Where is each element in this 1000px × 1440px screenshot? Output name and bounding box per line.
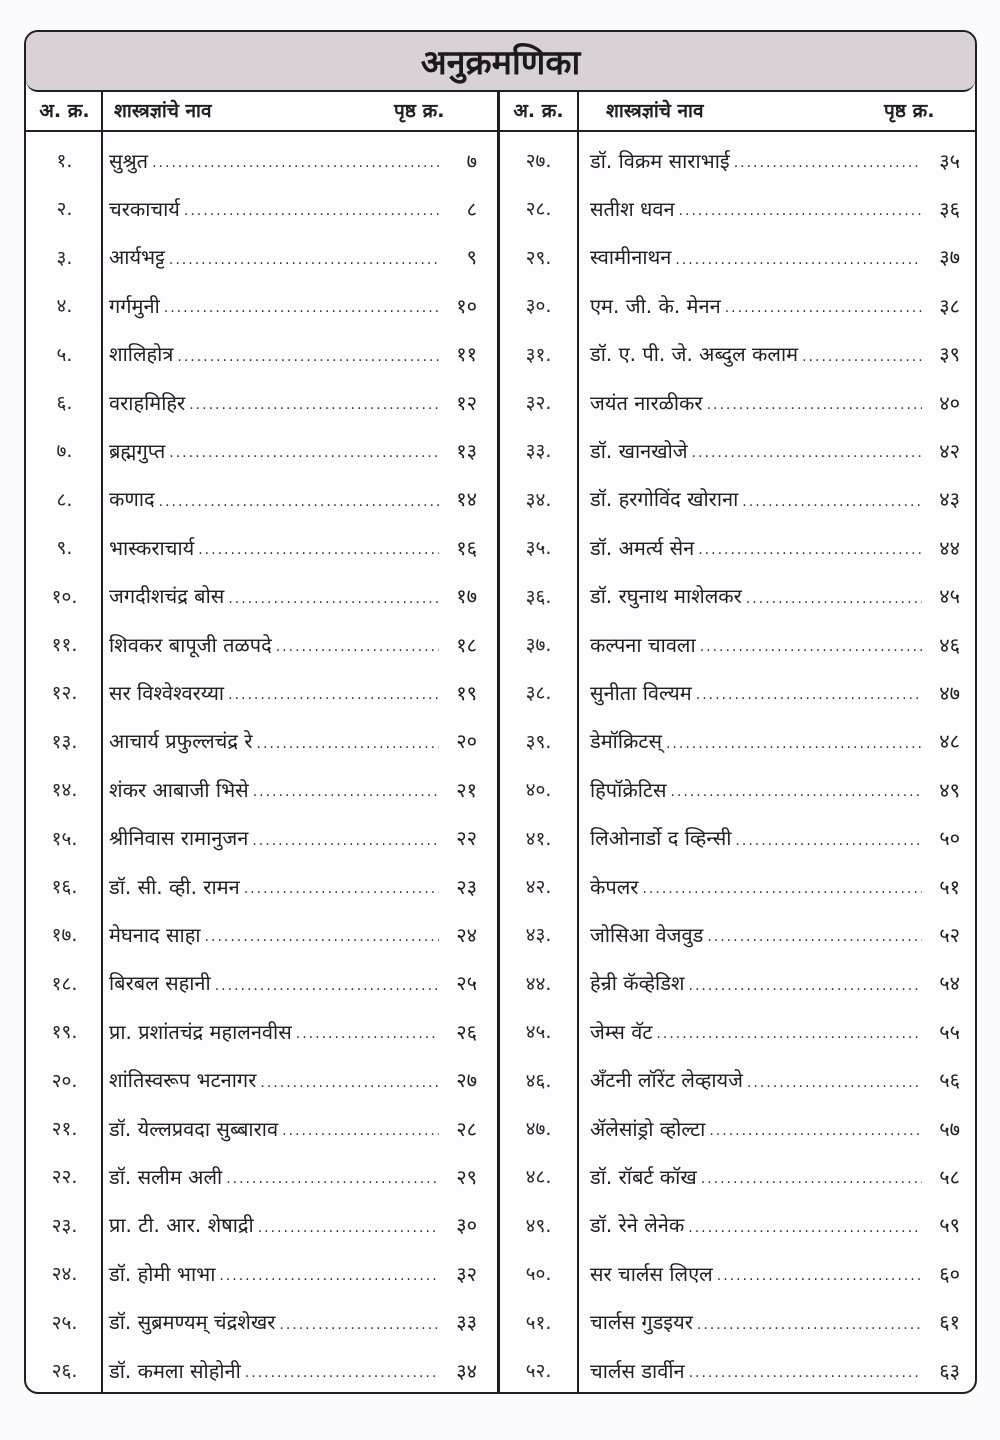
index-entry (109, 818, 477, 858)
entry-serial: १८. (51, 972, 78, 995)
entry-serial: १७. (51, 924, 78, 947)
page-number: २० (456, 729, 477, 754)
entry-serial: २०. (51, 1069, 78, 1092)
entry-serial: ४७. (525, 1118, 552, 1140)
entry-serial: ३५. (525, 537, 552, 560)
index-entry (590, 1060, 960, 1100)
index-entry (590, 237, 960, 277)
entry-serial: १५. (51, 827, 78, 850)
page-number: ३६ (939, 196, 960, 221)
scientist-name: डेमॉक्रिटस् (590, 729, 662, 754)
scientist-name: डॉ. रघुनाथ माशेलकर (590, 584, 742, 609)
index-entry (109, 527, 477, 567)
entry-serial: ३३. (525, 440, 552, 463)
leader-dots (169, 252, 439, 268)
page-number: ५६ (939, 1068, 960, 1093)
leader-dots (177, 349, 439, 365)
index-entry (590, 1205, 960, 1245)
leader-dots (734, 155, 922, 171)
scientist-name: केपलर (590, 874, 639, 899)
page-number: १३ (456, 438, 477, 463)
index-entry (590, 576, 960, 616)
leader-dots (244, 881, 439, 897)
scientist-name: अँटनी लॉरेंट लेव्हायजे (590, 1068, 743, 1093)
scientist-name: सर चार्लस लिएल (590, 1261, 713, 1286)
index-entry (590, 769, 960, 809)
scientist-name: डॉ. अमर्त्य सेन (590, 535, 695, 560)
index-entry (590, 1302, 960, 1342)
index-entry (590, 430, 960, 470)
page-number: ११ (456, 342, 477, 367)
page-number: ३५ (939, 148, 960, 173)
index-entry (590, 672, 960, 712)
leader-dots (802, 349, 922, 365)
page-number: ४५ (939, 584, 960, 609)
index-entry (109, 285, 477, 325)
entry-serial: १६. (51, 876, 78, 898)
leader-dots (675, 252, 922, 268)
index-entry (109, 188, 477, 228)
page-number: ४३ (939, 487, 960, 512)
leader-dots (228, 591, 439, 607)
scientist-name: शिवकर बापूजी तळपदे (109, 632, 272, 657)
page-number: ५५ (939, 1019, 960, 1044)
page-number: २८ (456, 1116, 477, 1141)
scientist-name: डॉ. कमला सोहोनी (109, 1358, 241, 1383)
entry-serial: २९. (525, 246, 552, 269)
page-number: १९ (456, 680, 477, 705)
title-band (26, 32, 975, 92)
page-number: १७ (456, 584, 477, 609)
leader-dots (164, 300, 439, 316)
leader-dots (670, 784, 922, 800)
header-name-left: शास्त्रज्ञांचे नाव (114, 100, 212, 122)
scientist-name: सतीश धवन (590, 196, 675, 221)
header-page-left: पृष्ठ क्र. (394, 100, 445, 122)
leader-dots (257, 736, 439, 752)
entry-serial: ४९. (525, 1214, 552, 1237)
scientist-name: जेम्स वॅट (590, 1019, 653, 1044)
page-number: ४७ (939, 680, 960, 705)
page-number: ५१ (939, 874, 960, 899)
index-entry (109, 382, 477, 422)
leader-dots (252, 833, 439, 849)
entry-serial: ४२. (525, 876, 552, 898)
leader-dots (215, 978, 439, 994)
entry-serial: ५. (56, 343, 73, 366)
index-entry (109, 237, 477, 277)
scientist-name: चार्लस डार्वीन (590, 1358, 685, 1383)
header-page-right: पृष्ठ क्र. (884, 100, 935, 122)
leader-dots (226, 1171, 439, 1187)
entry-serial: ३८. (525, 682, 552, 705)
entry-serial: ३७. (525, 634, 552, 656)
index-entry (109, 769, 477, 809)
leader-dots (253, 784, 439, 800)
header-serial-left: अ. क्र. (39, 100, 90, 122)
index-entry (590, 334, 960, 374)
entry-serial: ४८. (525, 1166, 552, 1189)
index-entry (109, 140, 477, 180)
index-entry (109, 430, 477, 470)
leader-dots (666, 736, 922, 752)
page-number: २२ (456, 826, 477, 851)
entry-serial: १३. (51, 730, 78, 753)
page-number: ५८ (939, 1164, 960, 1189)
index-entry (590, 818, 960, 858)
scientist-name: मेघनाद साहा (109, 922, 201, 947)
index-entry (109, 1156, 477, 1196)
index-entry (109, 576, 477, 616)
leader-dots (296, 1026, 439, 1042)
header-name-right: शास्त्रज्ञांचे नाव (606, 100, 704, 122)
index-entry (109, 721, 477, 761)
scientist-name: बिरबल सहानी (109, 971, 211, 996)
scientist-name: सुनीता विल्यम (590, 680, 692, 705)
index-entry (590, 1350, 960, 1390)
index-entry (109, 914, 477, 954)
leader-dots (707, 397, 922, 413)
leader-dots (219, 1268, 439, 1284)
index-entry (109, 866, 477, 906)
entry-serial: ३२. (525, 392, 552, 414)
page-number: १० (456, 293, 477, 318)
leader-dots (159, 494, 439, 510)
entry-serial: १२. (51, 682, 78, 705)
entry-serial: २८. (525, 198, 552, 221)
leader-dots (725, 300, 922, 316)
leader-dots (169, 445, 439, 461)
entry-serial: ३०. (525, 295, 552, 318)
leader-dots (152, 155, 439, 171)
leader-dots (717, 1268, 922, 1284)
leader-dots (245, 1365, 439, 1381)
scientist-name: वराहमिहिर (109, 390, 186, 415)
page-number: २९ (456, 1164, 477, 1189)
page-number: ३९ (939, 342, 960, 367)
entry-serial: ४. (56, 295, 73, 318)
page-number: २१ (456, 777, 477, 802)
index-entry (109, 1302, 477, 1342)
page-number: ६३ (939, 1358, 960, 1383)
scientist-name: शंकर आबाजी भिसे (109, 777, 249, 802)
scientist-name: डॉ. रेने लेनेक (590, 1213, 685, 1238)
page-number: ५० (939, 826, 960, 851)
scientist-name: कणाद (109, 487, 155, 512)
page-number: १६ (456, 535, 477, 560)
index-entry (109, 624, 477, 664)
index-entry (590, 1108, 960, 1148)
leader-dots (189, 397, 439, 413)
leader-dots (692, 445, 922, 461)
leader-dots (742, 494, 922, 510)
entry-serial: ६. (56, 392, 73, 414)
leader-dots (747, 1075, 922, 1091)
entry-serial: ४५. (525, 1021, 552, 1044)
leader-dots (697, 1317, 922, 1333)
page-number: ५७ (939, 1116, 960, 1141)
page-number: १२ (456, 390, 477, 415)
entry-serial: ९. (56, 537, 73, 560)
leader-dots (698, 542, 922, 558)
leader-dots (707, 929, 922, 945)
scientist-name: गर्गमुनी (109, 293, 160, 318)
scientist-name: ब्रह्मगुप्त (109, 438, 166, 463)
page-number: २६ (456, 1019, 477, 1044)
entry-serial: ५२. (525, 1360, 552, 1382)
page-title: अनुक्रमणिका (420, 43, 581, 83)
page-number: २४ (456, 922, 477, 947)
scientist-name: हेन्री कॅव्हेडिश (590, 971, 685, 996)
entry-serial: ३४. (525, 488, 552, 511)
page-number: २५ (456, 971, 477, 996)
index-entry (590, 140, 960, 180)
entry-serial: ८. (56, 488, 73, 511)
scientist-name: आचार्य प्रफुल्लचंद्र रे (109, 729, 253, 754)
leader-dots (205, 929, 439, 945)
entry-serial: २४. (51, 1263, 78, 1286)
scientist-name: प्रा. टी. आर. शेषाद्री (109, 1213, 254, 1238)
leader-dots (709, 1123, 922, 1139)
entry-serial: ४४. (525, 972, 552, 995)
page-number: ४० (939, 390, 960, 415)
entry-serial: २३. (51, 1214, 78, 1237)
page-number: २३ (456, 874, 477, 899)
page-number: ४८ (939, 729, 960, 754)
header-serial-right: अ. क्र. (513, 100, 564, 122)
scientist-name: जोसिआ वेजवुड (590, 922, 704, 947)
scientist-name: डॉ. रॉबर्ट कॉख (590, 1164, 697, 1189)
entry-serial: ७. (56, 440, 73, 463)
leader-dots (656, 1026, 922, 1042)
leader-dots (198, 542, 439, 558)
scientist-name: डॉ. सुब्रमण्यम् चंद्रशेखर (109, 1310, 276, 1335)
page-number: ६१ (939, 1310, 960, 1335)
page-number: ३२ (456, 1261, 477, 1286)
scientist-name: एम. जी. के. मेनन (590, 293, 721, 318)
scientist-name: चरकाचार्य (109, 196, 180, 221)
index-entry (109, 334, 477, 374)
entry-serial: ५०. (525, 1263, 552, 1286)
scientist-name: कल्पना चावला (590, 632, 696, 657)
scientist-name: शालिहोत्र (109, 342, 174, 367)
entry-serial: १४. (51, 779, 78, 802)
entry-serial: १०. (51, 585, 78, 608)
index-entry (590, 914, 960, 954)
index-entry (109, 1108, 477, 1148)
page-number: ४६ (939, 632, 960, 657)
index-entry (590, 721, 960, 761)
index-entry (590, 479, 960, 519)
page-number: ३३ (456, 1310, 477, 1335)
index-entry (109, 672, 477, 712)
page-number: ७ (466, 148, 477, 173)
leader-dots (276, 639, 439, 655)
scientist-name: डॉ. येल्लप्रवदा सुब्बाराव (109, 1116, 279, 1141)
leader-dots (701, 1171, 922, 1187)
page-number: ३४ (456, 1358, 477, 1383)
index-entry (109, 1011, 477, 1051)
scientist-name: सुश्रुत (109, 148, 149, 173)
index-entry (109, 1205, 477, 1245)
page-number: ५२ (939, 922, 960, 947)
leader-dots (260, 1075, 439, 1091)
scientist-name: जगदीशचंद्र बोस (109, 584, 225, 609)
scientist-name: भास्कराचार्य (109, 535, 195, 560)
leader-dots (735, 833, 922, 849)
scientist-name: ॲलेसांड्रो व्होल्टा (590, 1116, 706, 1141)
index-table (24, 30, 977, 1394)
entry-serial: ११. (51, 634, 78, 656)
leader-dots (696, 687, 922, 703)
page-number: १८ (456, 632, 477, 657)
scientist-name: लिओनार्डो द व्हिन्सी (590, 826, 732, 851)
index-entry (590, 963, 960, 1003)
scientist-name: डॉ. खानखोजे (590, 438, 688, 463)
page-number: १४ (456, 487, 477, 512)
divider-right-serial (577, 90, 579, 1392)
entry-serial: ४६. (525, 1069, 552, 1092)
index-entry (590, 866, 960, 906)
index-entry (590, 188, 960, 228)
page-number: ४२ (939, 438, 960, 463)
scientist-name: हिपॉक्रेटिस (590, 777, 667, 802)
leader-dots (279, 1317, 439, 1333)
entry-serial: ३. (56, 246, 73, 269)
leader-dots (689, 1365, 922, 1381)
entry-serial: २७. (525, 150, 552, 172)
page-number: ८ (466, 196, 477, 221)
page-number: ५९ (939, 1213, 960, 1238)
index-entry (590, 1011, 960, 1051)
scientist-name: डॉ. सलीम अली (109, 1164, 223, 1189)
entry-serial: २. (56, 198, 73, 221)
leader-dots (700, 639, 922, 655)
divider-left-serial (101, 90, 103, 1392)
page-number: ४९ (939, 777, 960, 802)
entry-serial: १९. (51, 1021, 78, 1044)
index-entry (109, 1350, 477, 1390)
index-entry (109, 963, 477, 1003)
entry-serial: ३६. (525, 585, 552, 608)
page-number: २७ (456, 1068, 477, 1093)
entry-serial: २६. (51, 1360, 78, 1382)
entry-serial: २१. (51, 1118, 78, 1140)
scientist-name: डॉ. ए. पी. जे. अब्दुल कलाम (590, 342, 799, 367)
scientist-name: डॉ. सी. व्ही. रामन (109, 874, 240, 899)
index-entry (109, 1060, 477, 1100)
leader-dots (282, 1123, 439, 1139)
page-number: ९ (466, 245, 477, 270)
index-entry (590, 1253, 960, 1293)
scientist-name: जयंत नारळीकर (590, 390, 703, 415)
leader-dots (228, 687, 439, 703)
leader-dots (746, 591, 922, 607)
scientist-name: प्रा. प्रशांतचंद्र महालनवीस (109, 1019, 292, 1044)
leader-dots (184, 203, 439, 219)
entry-serial: १. (56, 150, 73, 172)
entry-serial: ४३. (525, 924, 552, 947)
scientist-name: चार्लस गुडइयर (590, 1310, 693, 1335)
index-entry (590, 285, 960, 325)
entry-serial: ५१. (525, 1311, 552, 1334)
index-entry (590, 624, 960, 664)
entry-serial: ३१. (525, 343, 552, 366)
entry-serial: ४०. (525, 779, 552, 802)
scientist-name: शांतिस्वरूप भटनागर (109, 1068, 257, 1093)
scientist-name: डॉ. होमी भाभा (109, 1261, 216, 1286)
scientist-name: स्वामीनाथन (590, 245, 672, 270)
index-entry (109, 479, 477, 519)
leader-dots (689, 978, 923, 994)
index-entry (590, 527, 960, 567)
leader-dots (679, 203, 922, 219)
page-number: ४४ (939, 535, 960, 560)
scientist-name: सर विश्वेश्वरय्या (109, 680, 225, 705)
index-entry (590, 1156, 960, 1196)
entry-serial: २५. (51, 1311, 78, 1334)
entry-serial: ३९. (525, 730, 552, 753)
leader-dots (258, 1220, 439, 1236)
page-number: ५४ (939, 971, 960, 996)
leader-dots (688, 1220, 922, 1236)
index-entry (590, 382, 960, 422)
leader-dots (642, 881, 922, 897)
scientist-name: डॉ. विक्रम साराभाई (590, 148, 730, 173)
page-number: ६० (939, 1261, 960, 1286)
page-number: ३० (456, 1213, 477, 1238)
scientist-name: आर्यभट्ट (109, 245, 165, 270)
scientist-name: श्रीनिवास रामानुजन (109, 826, 249, 851)
scientist-name: डॉ. हरगोविंद खोराना (590, 487, 739, 512)
page-number: ३७ (939, 245, 960, 270)
entry-serial: ४१. (525, 827, 552, 850)
index-entry (109, 1253, 477, 1293)
page-number: ३८ (939, 293, 960, 318)
entry-serial: २२. (51, 1166, 78, 1189)
